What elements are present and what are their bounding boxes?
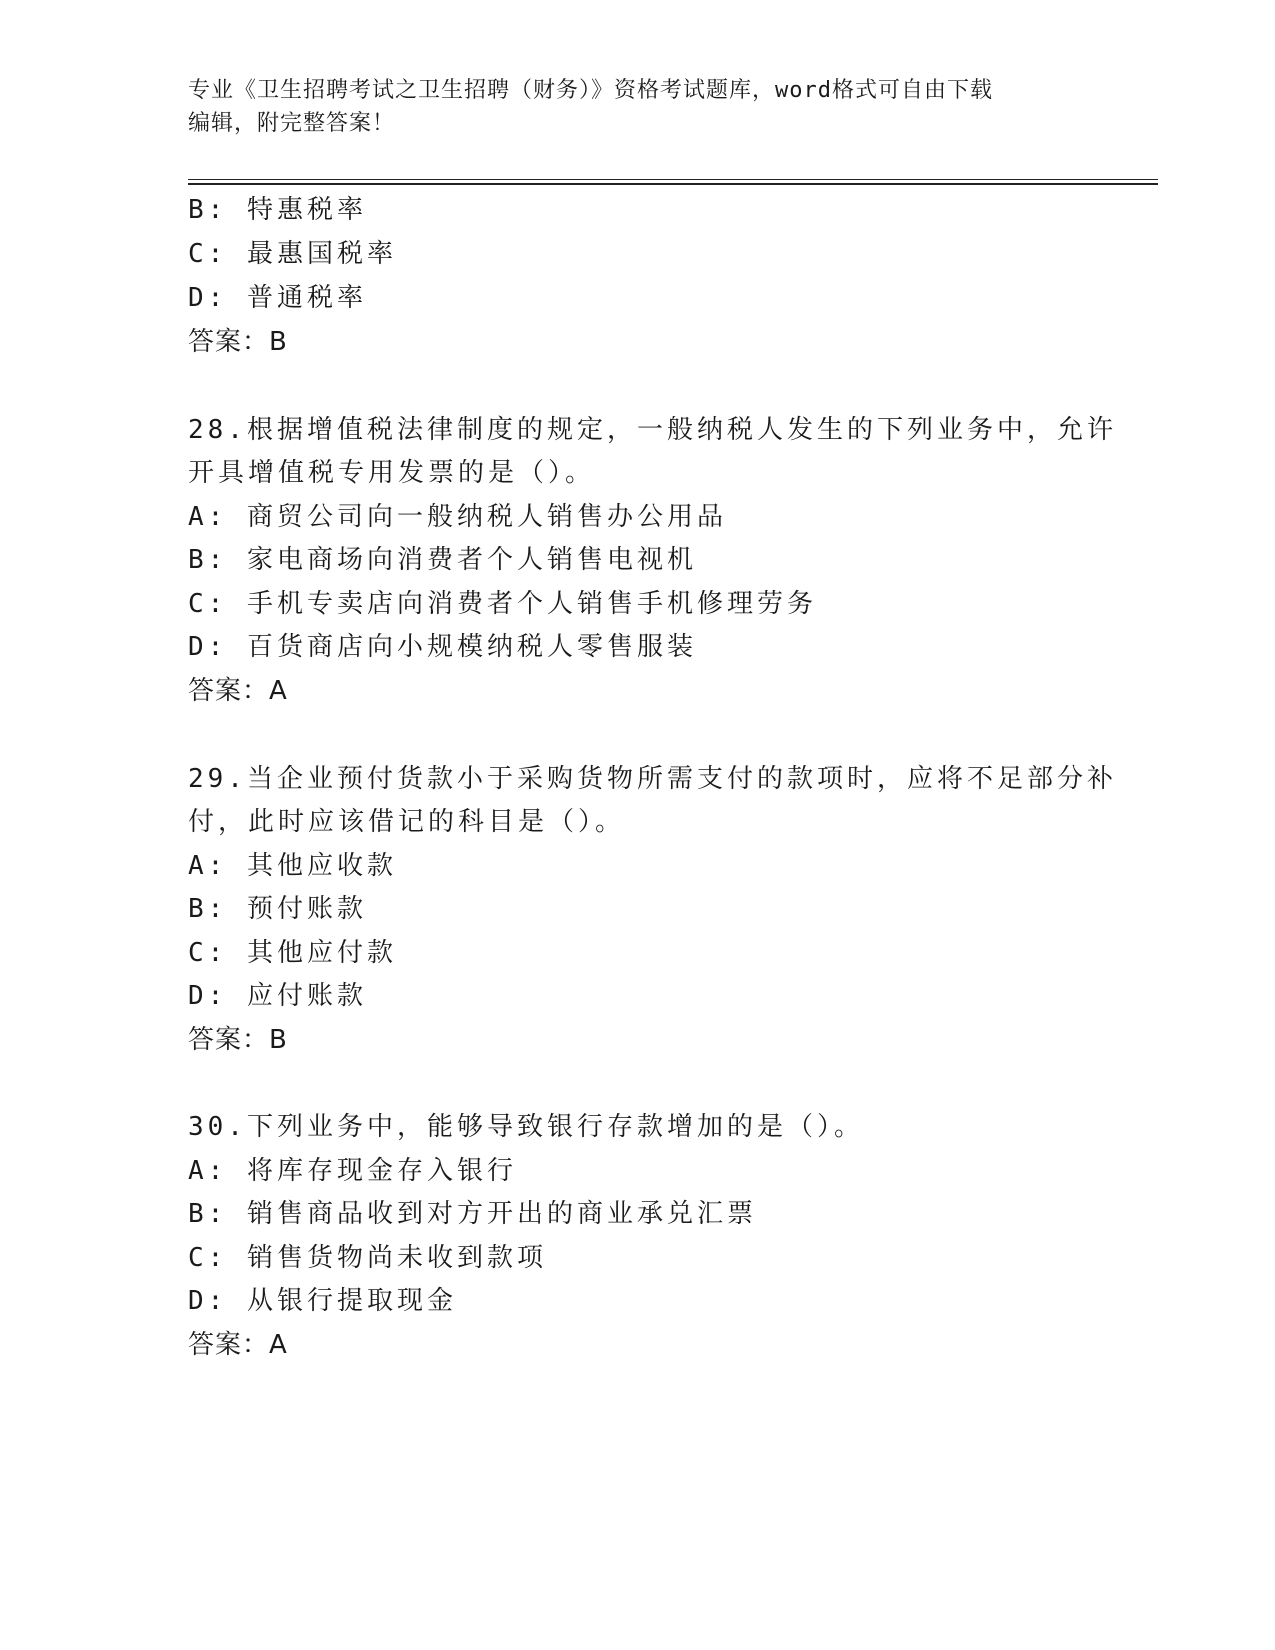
q27-option-d: D: 普通税率 xyxy=(188,283,367,313)
q29-option-a: A: 其他应收款 xyxy=(188,851,397,881)
header-line-2: 编辑，附完整答案！ xyxy=(188,111,396,136)
q27-option-b: B: 特惠税率 xyxy=(188,195,367,225)
q27-answer: 答案：B xyxy=(188,327,288,357)
q29-stem-line-1: 29.当企业预付货款小于采购货物所需支付的款项时，应将不足部分补 xyxy=(188,764,1117,794)
q28-stem-line-2: 开具增值税专用发票的是（）。 xyxy=(188,458,596,488)
q28-stem-line-1: 28.根据增值税法律制度的规定，一般纳税人发生的下列业务中，允许 xyxy=(188,415,1117,445)
q30-option-d: D: 从银行提取现金 xyxy=(188,1286,457,1316)
header-rule-thin xyxy=(188,179,1158,180)
header-line-1: 专业《卫生招聘考试之卫生招聘（财务）》资格考试题库，word格式可自由下载 xyxy=(188,78,993,103)
q29-option-c: C: 其他应付款 xyxy=(188,938,397,968)
q29-option-b: B: 预付账款 xyxy=(188,894,367,924)
q29-option-d: D: 应付账款 xyxy=(188,981,367,1011)
header-rule-thick xyxy=(188,183,1158,185)
q28-option-b: B: 家电商场向消费者个人销售电视机 xyxy=(188,545,697,575)
q30-option-b: B: 销售商品收到对方开出的商业承兑汇票 xyxy=(188,1199,757,1229)
q29-answer: 答案：B xyxy=(188,1025,288,1055)
q30-stem-line-1: 30.下列业务中，能够导致银行存款增加的是（）。 xyxy=(188,1112,864,1142)
q30-option-a: A: 将库存现金存入银行 xyxy=(188,1156,517,1186)
q28-option-c: C: 手机专卖店向消费者个人销售手机修理劳务 xyxy=(188,589,817,619)
q27-option-c: C: 最惠国税率 xyxy=(188,239,397,269)
q28-answer: 答案：A xyxy=(188,676,288,706)
q30-answer: 答案：A xyxy=(188,1330,288,1360)
q30-option-c: C: 销售货物尚未收到款项 xyxy=(188,1243,547,1273)
q28-option-a: A: 商贸公司向一般纳税人销售办公用品 xyxy=(188,502,727,532)
q28-option-d: D: 百货商店向小规模纳税人零售服装 xyxy=(188,632,697,662)
document-header xyxy=(188,74,1088,140)
q29-stem-line-2: 付，此时应该借记的科目是（）。 xyxy=(188,807,626,837)
